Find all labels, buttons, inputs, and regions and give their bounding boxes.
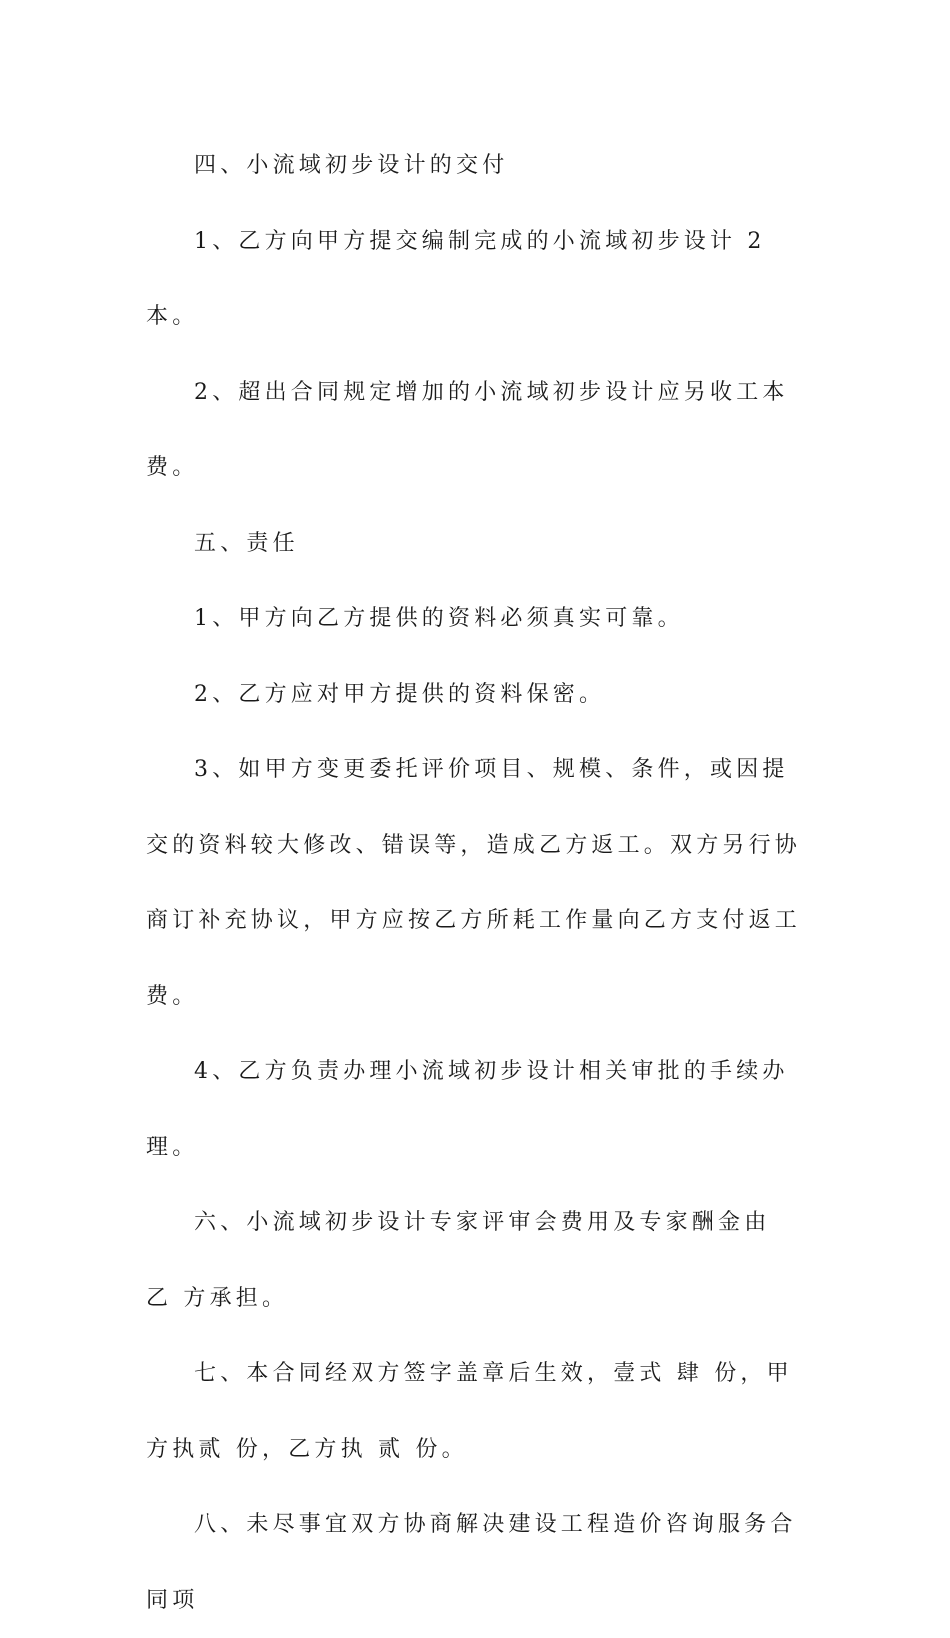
clause-delivery-1: 1、乙方向甲方提交编制完成的小流域初步设计 2 本。 — [146, 228, 777, 329]
clause-delivery-2: 2、超出合同规定增加的小流域初步设计应另收工本费。 — [146, 379, 789, 480]
section-expert-review-cost: 六、小流域初步设计专家评审会费用及专家酬金由 乙 方承担。 — [146, 1210, 782, 1311]
clause-responsibility-1: 1、甲方向乙方提供的资料必须真实可靠。 — [194, 606, 684, 631]
section-contract-effect: 七、本合同经双方签字盖章后生效，壹式 肆 份，甲方执贰 份，乙方执 贰 份。 — [146, 1361, 793, 1462]
clause-responsibility-2: 2、乙方应对甲方提供的资料保密。 — [194, 681, 606, 707]
clause-responsibility-4: 4、乙方负责办理小流域初步设计相关审批的手续办理。 — [146, 1059, 789, 1160]
section-unresolved-matters: 八、未尽事宜双方协商解决建设工程造价咨询服务合同项 — [146, 1512, 797, 1613]
section-heading-delivery: 四、小流域初步设计的交付 — [194, 153, 509, 178]
section-heading-responsibility: 五、责任 — [194, 530, 299, 556]
document-body — [146, 128, 806, 1638]
clause-responsibility-3: 3、如甲方变更委托评价项目、规模、条件，或因提交的资料较大修改、错误等，造成乙方返工。双方另行协商订补充协议，甲方应按乙方所耗工作量向乙方支付返工费。 — [146, 757, 802, 1009]
